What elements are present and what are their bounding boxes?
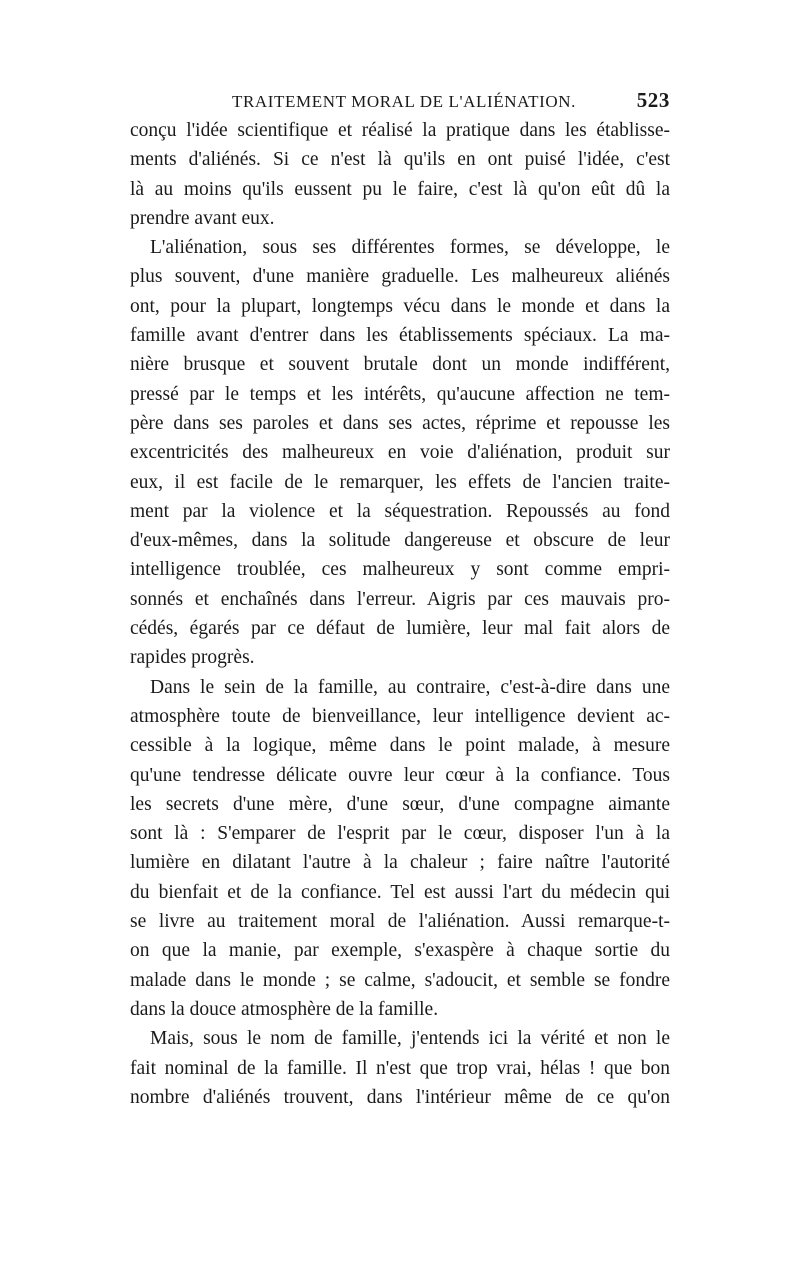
text-line: là au moins qu'ils eussent pu le faire, c'est là qu'on eût dû la	[130, 178, 670, 200]
paragraph	[130, 1024, 670, 1112]
text-line: malade dans le monde ; se calme, s'adoucit, et semble se fondre	[130, 969, 670, 991]
text-line: cessible à la logique, même dans le point malade, à mesure	[130, 735, 670, 757]
text-line: pressé par le temps et les intérêts, qu'aucune affection ne tem-	[130, 383, 670, 405]
text-line: intelligence troublée, ces malheureux y sont comme empri-	[130, 559, 670, 581]
text-line: famille avant d'entrer dans les établissements spéciaux. La ma-	[130, 325, 670, 347]
text-line: rapides progrès.	[130, 647, 255, 669]
text-line: ont, pour la plupart, longtemps vécu dans le monde et dans la	[130, 295, 670, 317]
text-line: Mais, sous le nom de famille, j'entends ici la vérité et non le	[150, 1028, 670, 1050]
text-line: père dans ses paroles et dans ses actes, réprime et repousse les	[130, 412, 670, 434]
text-line: prendre avant eux.	[130, 207, 275, 229]
text-line: nière brusque et souvent brutale dont un monde indifférent,	[130, 354, 670, 376]
text-line: conçu l'idée scientifique et réalisé la pratique dans les établisse-	[130, 120, 670, 141]
text-line: dans la douce atmosphère de la famille.	[130, 998, 439, 1020]
text-line: les secrets d'une mère, d'une sœur, d'une compagne aimante	[130, 793, 670, 815]
text-line: nombre d'aliénés trouvent, dans l'intérieur même de ce qu'on	[130, 1086, 670, 1108]
running-head	[130, 86, 670, 116]
text-line: du bienfait et de la confiance. Tel est aussi l'art du médecin qui	[130, 881, 670, 903]
text-line: d'eux-mêmes, dans la solitude dangereuse et obscure de leur	[130, 530, 670, 552]
text-line: ments d'aliénés. Si ce n'est là qu'ils en ont puisé l'idée, c'est	[130, 149, 670, 171]
text-line: sonnés et enchaînés dans l'erreur. Aigris par ces mauvais pro-	[130, 588, 670, 610]
text-line: L'aliénation, sous ses différentes formes, se développe, le	[150, 237, 670, 259]
text-line: on que la manie, par exemple, s'exaspère à chaque sortie du	[130, 940, 670, 962]
text-line: ment par la violence et la séquestration. Repoussés au fond	[130, 500, 670, 522]
paragraph	[130, 233, 670, 672]
text-line: sont là : S'emparer de l'esprit par le cœur, disposer l'un à la	[130, 823, 670, 845]
text-line: plus souvent, d'une manière graduelle. Les malheureux aliénés	[130, 266, 670, 288]
text-line: Dans le sein de la famille, au contraire, c'est-à-dire dans une	[150, 676, 670, 698]
page-number: 523	[636, 88, 670, 112]
book-page	[130, 86, 670, 1112]
text-line: se livre au traitement moral de l'aliénation. Aussi remarque-t-	[130, 911, 670, 933]
text-line: atmosphère toute de bienveillance, leur intelligence devient ac-	[130, 705, 670, 727]
text-line: excentricités des malheureux en voie d'aliénation, produit sur	[130, 442, 670, 464]
text-line: eux, il est facile de le remarquer, les effets de l'ancien traite-	[130, 471, 670, 493]
text-line: lumière en dilatant l'autre à la chaleur ; faire naître l'autorité	[130, 852, 670, 874]
text-line: fait nominal de la famille. Il n'est que trop vrai, hélas ! que bon	[130, 1057, 670, 1079]
body-text	[130, 116, 670, 1112]
text-line: qu'une tendresse délicate ouvre leur cœur à la confiance. Tous	[130, 764, 670, 786]
paragraph	[130, 673, 670, 1025]
running-title: TRAITEMENT MORAL DE L'ALIÉNATION.	[232, 92, 576, 111]
paragraph	[130, 116, 670, 233]
text-line: cédés, égarés par ce défaut de lumière, leur mal fait alors de	[130, 618, 670, 640]
